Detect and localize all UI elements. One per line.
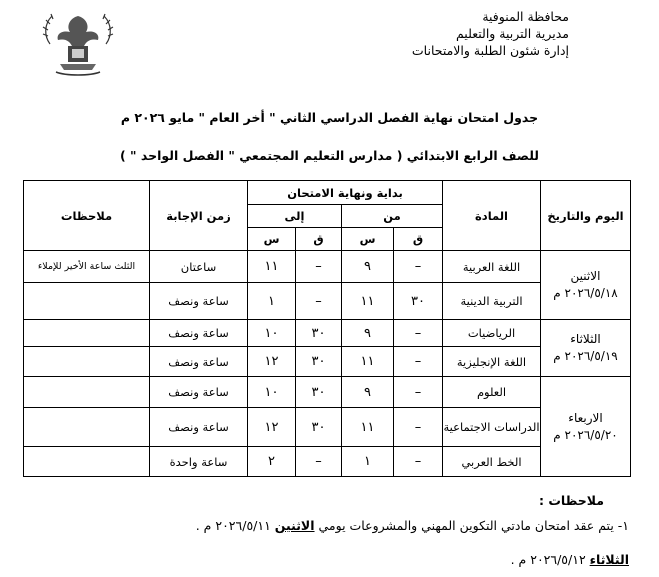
duration-cell: ساعة واحدة: [150, 447, 248, 477]
day-date: ٢٠٢٦/٥/٢٠ م: [553, 427, 618, 442]
header-to-minute: ق: [296, 228, 342, 251]
subject-cell: اللغة العربية: [443, 251, 541, 283]
header-to-hour: س: [248, 228, 296, 251]
from-hour-cell: ١١: [342, 408, 394, 447]
subject-cell: التربية الدينية: [443, 283, 541, 320]
to-minute-cell: –: [296, 251, 342, 283]
header-subject: المادة: [443, 181, 541, 251]
duration-cell: ساعة ونصف: [150, 320, 248, 347]
note-line-2-date: ٢٠٢٦/٥/١٢ م .: [510, 552, 586, 567]
day-cell: [541, 320, 631, 377]
to-minute-cell: ٣٠: [296, 347, 342, 377]
from-hour-cell: ٩: [342, 377, 394, 408]
note-line-1: [196, 518, 629, 533]
note-cell: [24, 283, 150, 320]
to-minute-cell: –: [296, 447, 342, 477]
subject-cell: اللغة الإنجليزية: [443, 347, 541, 377]
to-hour-cell: ١١: [248, 251, 296, 283]
note-cell: [24, 447, 150, 477]
from-hour-cell: ١١: [342, 347, 394, 377]
header-to: إلى: [248, 205, 342, 228]
note-cell: [24, 347, 150, 377]
from-minute-cell: –: [394, 408, 443, 447]
duration-cell: ساعة ونصف: [150, 377, 248, 408]
to-minute-cell: ٣٠: [296, 377, 342, 408]
note-cell: [24, 320, 150, 347]
header-duration: زمن الإجابة: [150, 181, 248, 251]
grade-label: للصف الرابع الابتدائي: [406, 148, 539, 163]
to-hour-cell: ١: [248, 283, 296, 320]
duration-cell: ساعة ونصف: [150, 283, 248, 320]
to-hour-cell: ١٠: [248, 377, 296, 408]
from-hour-cell: ١١: [342, 283, 394, 320]
schedule-subtitle: [0, 148, 659, 163]
header-from: من: [342, 205, 443, 228]
eagle-emblem-icon: [36, 6, 120, 82]
note-line-1-day: الاثنين: [274, 518, 315, 533]
from-hour-cell: ١: [342, 447, 394, 477]
note-line-1-date: ٢٠٢٦/٥/١١ م .: [195, 518, 271, 533]
notes-heading: ملاحظات :: [538, 493, 604, 508]
table-row: [24, 447, 631, 477]
note-line-1-text: ١- يتم عقد امتحان مادتي التكوين المهني والمشروعات يومي: [318, 518, 629, 533]
to-hour-cell: ١٢: [248, 408, 296, 447]
from-minute-cell: –: [394, 320, 443, 347]
subject-cell: الدراسات الاجتماعية: [443, 408, 541, 447]
subject-cell: الخط العربي: [443, 447, 541, 477]
day-name: الاثنين: [570, 269, 601, 283]
duration-cell: ساعة ونصف: [150, 347, 248, 377]
header-notes: ملاحظات: [24, 181, 150, 251]
from-hour-cell: ٩: [342, 251, 394, 283]
duration-cell: ساعتان: [150, 251, 248, 283]
table-row: [24, 320, 631, 347]
governorate-name: محافظة المنوفية: [482, 9, 569, 24]
from-minute-cell: ٣٠: [394, 283, 443, 320]
table-row: [24, 347, 631, 377]
header-from-minute: ق: [394, 228, 443, 251]
exam-schedule-table: [23, 180, 631, 477]
note-cell: [24, 408, 150, 447]
from-hour-cell: ٩: [342, 320, 394, 347]
to-minute-cell: ٣٠: [296, 408, 342, 447]
day-cell: [541, 377, 631, 477]
day-name: الاربعاء: [568, 410, 603, 425]
to-hour-cell: ١٢: [248, 347, 296, 377]
directorate-name: مديرية التربية والتعليم: [455, 26, 569, 41]
schedule-title: جدول امتحان نهاية الفصل الدراسي الثاني " أخر العام " مايو ٢٠٢٦ م: [120, 110, 539, 125]
day-date: ٢٠٢٦/٥/١٨ م: [553, 286, 618, 300]
to-hour-cell: ٢: [248, 447, 296, 477]
subject-cell: الرياضيات: [443, 320, 541, 347]
day-cell: [541, 251, 631, 320]
table-row: [24, 377, 631, 408]
note-cell: الثلث ساعة الأخير للإملاء: [24, 251, 150, 283]
to-minute-cell: ٣٠: [296, 320, 342, 347]
day-date: ٢٠٢٦/٥/١٩ م: [553, 349, 618, 363]
from-minute-cell: –: [394, 251, 443, 283]
header-exam-span: بداية ونهاية الامتحان: [248, 181, 443, 205]
to-hour-cell: ١٠: [248, 320, 296, 347]
note-line-2: [511, 552, 629, 567]
department-name: إدارة شئون الطلبة والامتحانات: [411, 43, 569, 58]
duration-cell: ساعة ونصف: [150, 408, 248, 447]
day-name: الثلاثاء: [570, 332, 601, 346]
schools-label: ( مدارس التعليم المجتمعي " الفصل الواحد " ): [119, 148, 403, 163]
from-minute-cell: –: [394, 377, 443, 408]
subject-cell: العلوم: [443, 377, 541, 408]
header-day-date: اليوم والتاريخ: [541, 181, 631, 251]
note-line-2-day: الثلاثاء: [589, 552, 629, 567]
header-block: [412, 8, 569, 59]
note-cell: [24, 377, 150, 408]
from-minute-cell: –: [394, 447, 443, 477]
to-minute-cell: –: [296, 283, 342, 320]
header-from-hour: س: [342, 228, 394, 251]
from-minute-cell: –: [394, 347, 443, 377]
table-row: [24, 408, 631, 447]
table-row: [24, 251, 631, 283]
table-row: [24, 283, 631, 320]
